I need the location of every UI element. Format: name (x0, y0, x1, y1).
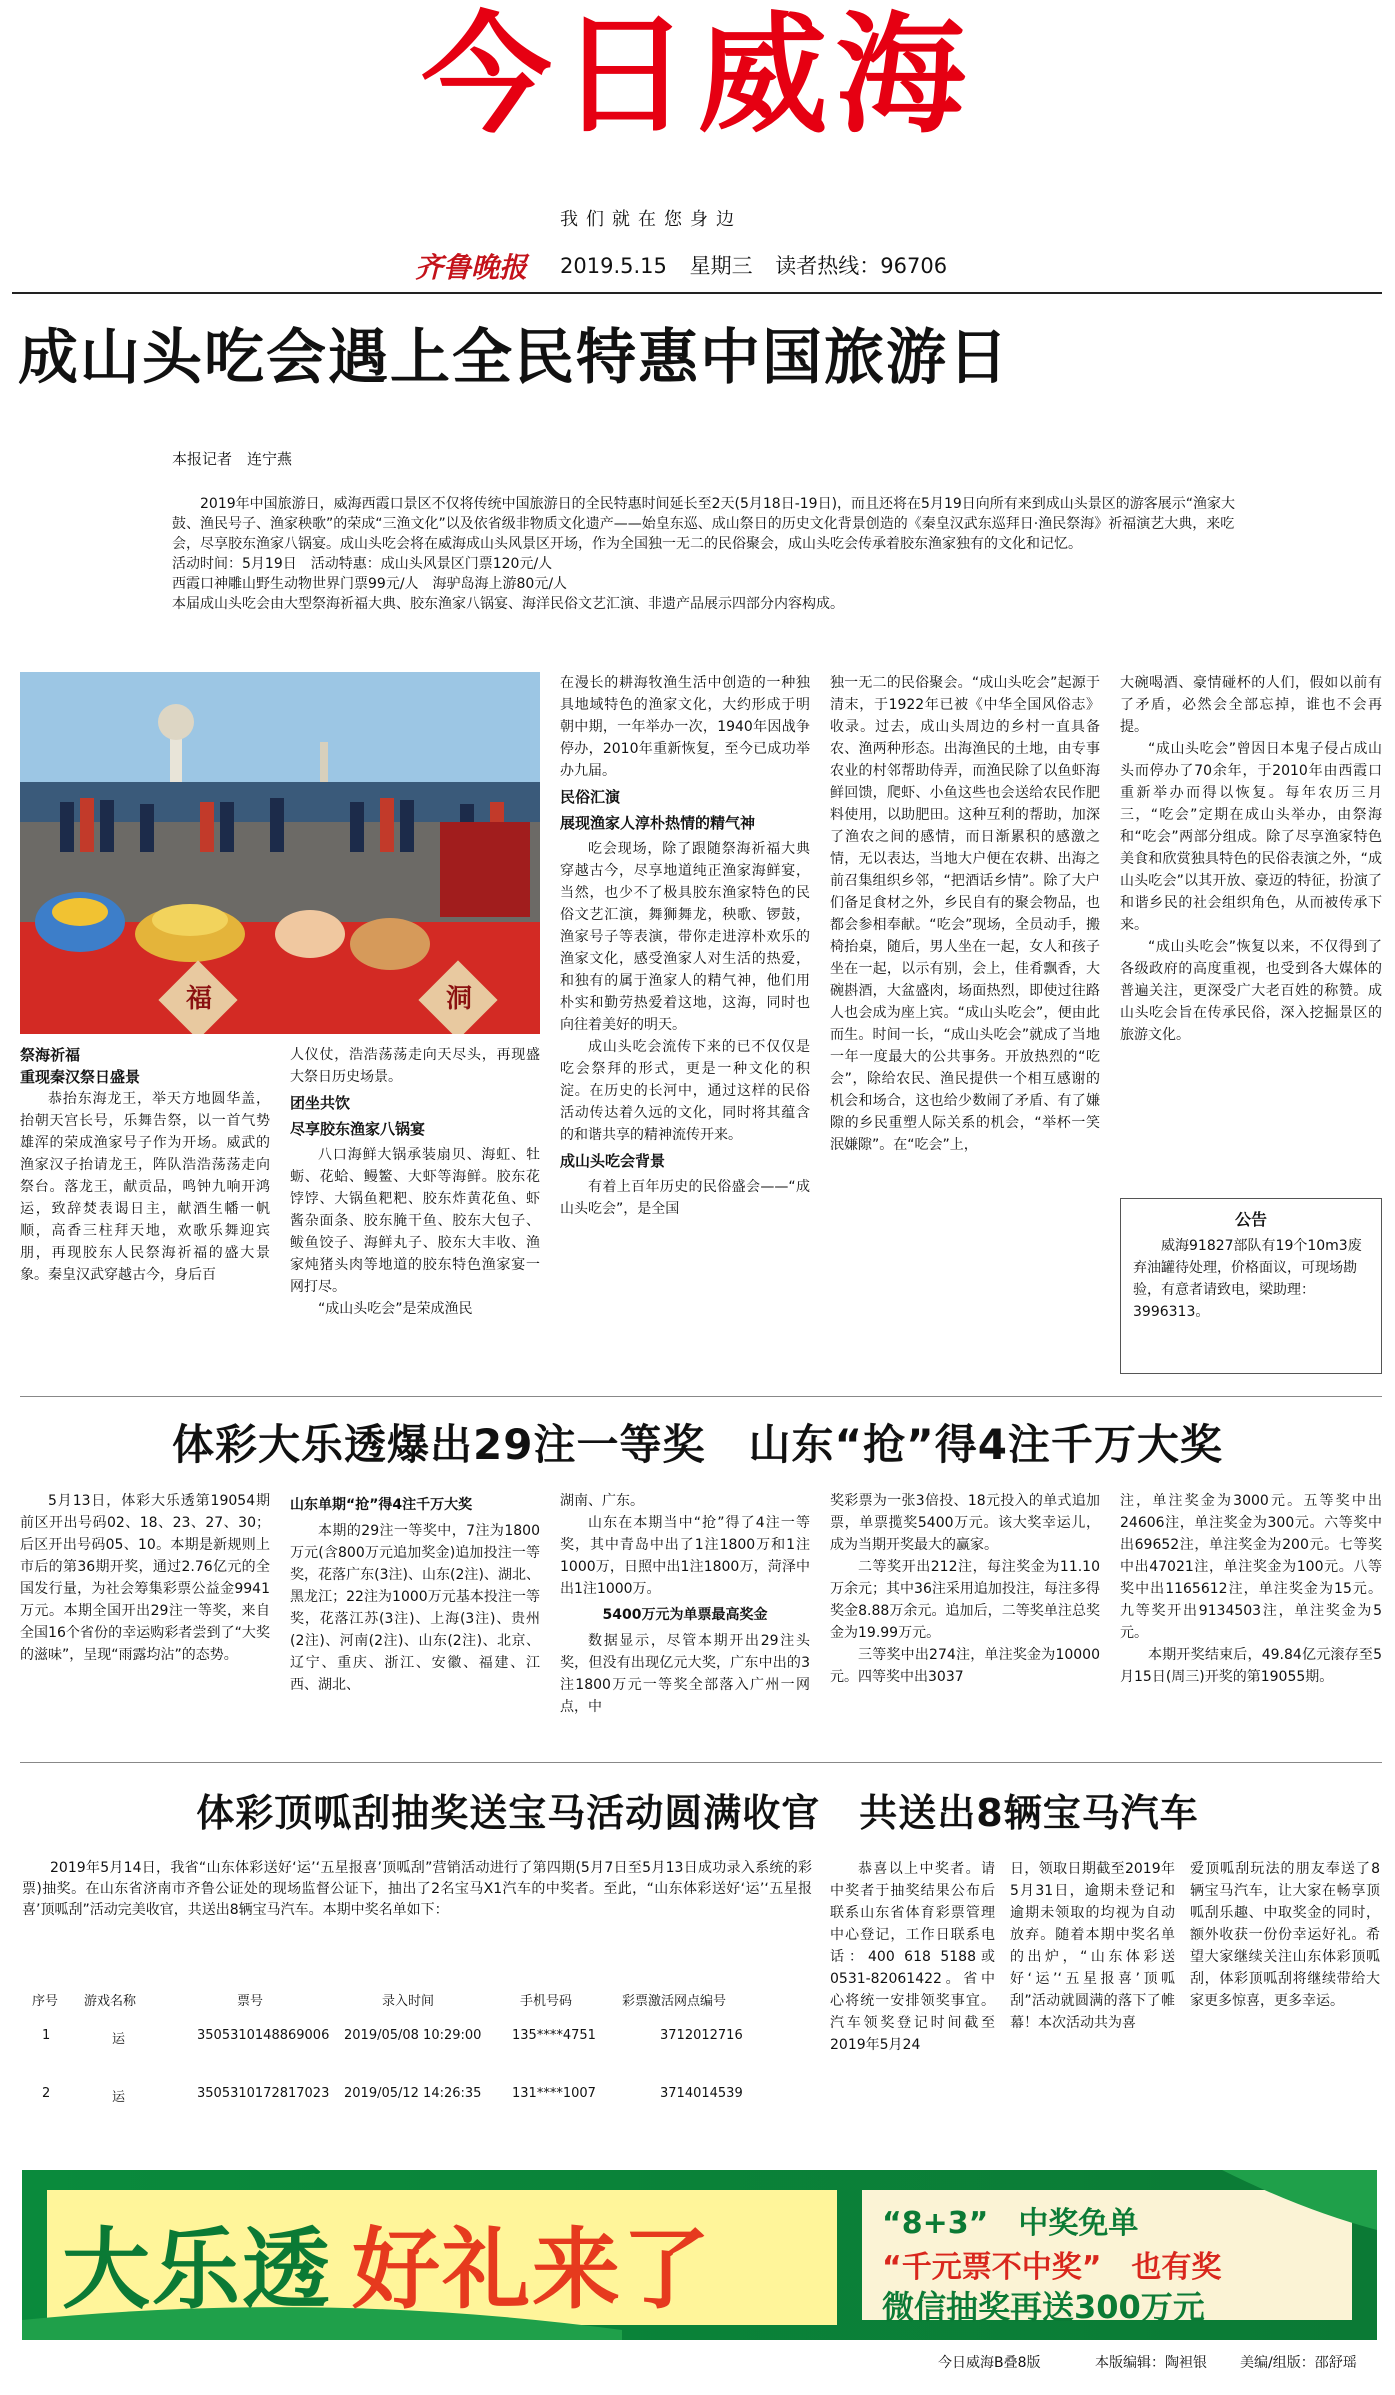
article-paragraph: 本期的29注一等奖中，7注为1800万元(含800万元追加奖金)追加投注一等奖，花落广东(3注)、山东(2注)、湖北、黑龙江；22注为1000万元基本投注一等奖，花落江苏(3注)、上海(3注)、贵州(2注)、河南(2注)、山东(2注)、北京、辽宁、重庆、浙江、安徽、福建、江西、湖北、 (290, 1523, 540, 1693)
lottery-column-2 (290, 1490, 540, 1696)
ad-line-1: “8+3” 中奖免单 (882, 2206, 1139, 2241)
table-row (22, 2028, 802, 2086)
section-divider (20, 1396, 1382, 1397)
article-paragraph: 爱顶呱刮玩法的朋友奉送了8辆宝马汽车，让大家在畅享顶呱刮乐趣、中取奖金的同时，额外收获一份份幸运好礼。希望大家继续关注山东体彩顶呱刮，体彩顶呱刮将继续带给大家更多惊喜，更多幸运。 (1190, 1861, 1380, 2009)
article-paragraph: 在漫长的耕海牧渔生活中创造的一种独具地域特色的渔家文化，大约形成于明朝中期，一年举办一次，1940年因战争停办，2010年重新恢复，至今已成功举办九届。 (560, 675, 810, 779)
article-paragraph: 有着上百年历史的民俗盛会——“成山头吃会”，是全国 (560, 1179, 810, 1217)
masthead (0, 0, 1395, 290)
article-paragraph: 成山头吃会流传下来的已不仅仅是吃会祭拜的形式，更是一种文化的积淀。在历史的长河中，通过这样的民俗活动传达着久远的文化，同时将其蕴含的和谐共享的精神流传开来。 (560, 1039, 810, 1143)
section-subhead: 山东单期“抢”得4注千万大奖 (290, 1497, 473, 1513)
table-cell: 3505310172817023 (197, 2086, 330, 2101)
bmw-intro (22, 1858, 812, 1921)
intro-line: 活动时间：5月19日 活动特惠：成山头风景区门票120元/人 (172, 556, 553, 572)
article-paragraph: 湖南、广东。 (560, 1493, 644, 1509)
article-paragraph: “成山头吃会”曾因日本鬼子侵占成山头而停办了70余年，于2010年由西霞口重新举办而得以恢复。每年农历三月三，“吃会”定期在成山头举办，由祭海和“吃会”两部分组成。除了尽享渔家特色美食和欣赏独具特色的民俗表演之外，“成山头吃会”以其开放、豪迈的特征，扮演了和谐乡民的社会组织角色，从而被传承下来。 (1120, 741, 1382, 933)
bmw-headline: 体彩顶呱刮抽奖送宝马活动圆满收官 共送出8辆宝马汽车 (196, 1791, 1199, 1835)
table-header: 录入时间 (382, 1994, 435, 2009)
article-paragraph: 奖彩票为一张3倍投、18元投入的单式追加票，单票揽奖5400万元。该大奖幸运儿，成为当期开奖最大的赢家。 (830, 1493, 1100, 1553)
notice-box (1120, 1198, 1382, 1374)
table-cell: 3505310148869006 (197, 2028, 330, 2043)
ad-main-left: 大乐透 (62, 2218, 333, 2321)
article-paragraph: 八口海鲜大锅承装扇贝、海虹、牡蛎、花蛤、鳗鳘、大虾等海鲜。胶东花饽饽、大锅鱼粑粑、胶东炸黄花鱼、虾酱杂面条、胶东腌干鱼、胶东大包子、鲅鱼饺子、海鲜丸子、胶东大丰收、渔家炖猪头肉等地道的胶东特色渔家宴一网打尽。 (290, 1147, 540, 1295)
bmw-column-2 (830, 1858, 995, 2056)
article-paragraph: “成山头吃会”恢复以来，不仅得到了各级政府的高度重视，也受到各大媒体的普遍关注，更深受广大老百姓的称赞。成山头吃会旨在传承民俗，深入挖掘景区的旅游文化。 (1120, 939, 1382, 1043)
article-paragraph: 二等奖开出212注，每注奖金为11.10万余元；其中36注采用追加投注，每注多得奖金8.88万余元。追加后，二等奖单注总奖金为19.99万元。 (830, 1559, 1100, 1641)
section-divider (20, 1762, 1382, 1763)
photo-caption-title: 祭海祈福 (20, 1046, 81, 1064)
footer-page-number: 今日威海B叠8版 (938, 2355, 1041, 2371)
lead-column-2 (290, 1044, 540, 1320)
lottery-headline: 体彩大乐透爆出29注一等奖 山东“抢”得4注千万大奖 (172, 1420, 1223, 1469)
dlt-ad-banner (22, 2170, 1377, 2340)
masthead-slogan: 我们就在您身边 (560, 209, 742, 230)
article-paragraph: 大碗喝酒、豪情碰杯的人们，假如以前有了矛盾，必然会全部忘掉，谁也不会再提。 (1120, 675, 1382, 735)
ad-main-right: 好礼来了 (352, 2218, 713, 2321)
fu-sign-text: 洞 (446, 984, 473, 1014)
photo-caption-subtitle: 重现秦汉祭日盛景 (20, 1068, 141, 1086)
table-cell: 2019/05/08 10:29:00 (344, 2028, 482, 2043)
article-paragraph: 数据显示，尽管本期开出29注头奖，但没有出现亿元大奖，广东中出的3注1800万元一等奖全部落入广州一网点，中 (560, 1633, 810, 1715)
section-subhead: 民俗汇演 (560, 788, 621, 806)
table-cell: 运 (112, 2032, 126, 2047)
notice-title: 公告 (1234, 1210, 1267, 1229)
lead-column-1 (20, 1044, 270, 1286)
notice-text: 威海91827部队有19个10m3废弃油罐待处理，价格面议，可现场勘验，有意者请致电，梁助理：3996313。 (1133, 1238, 1362, 1320)
table-cell: 1 (42, 2028, 51, 2043)
article-paragraph: 独一无二的民俗聚会。“成山头吃会”起源于清末，于1922年已被《中华全国风俗志》收录。过去，成山头周边的乡村一直具备农、渔两种形态。出海渔民的土地，由专事农业的村邻帮助侍弄，而渔民除了以鱼虾海鲜回馈，爬虾、小鱼这些也会送给农民作肥料使用，以助肥田。这种互利的帮助，加深了渔农之间的感情，而日渐累积的感激之情，无以表达，当地大户便在农耕、出海之前召集组织乡邻，“把酒话乡情”。除了大户们备足食材之外，乡民自有的聚会物品，也都会参相奉献。“吃会”现场，全员动手，搬椅抬桌，随后，男人坐在一起，女人和孩子坐在一起，以示有别，会上，佳肴飘香，大碗斟酒，大盆盛肉，场面热烈，即使过往路人也会成为座上宾。“成山头吃会”，便由此而生。时间一长，“成山头吃会”就成了当地一年一度最大的公共事务。开放热烈的“吃会”，除给农民、渔民提供一个相互感谢的机会和场合，这也给少数闹了矛盾、有了嫌隙的乡民重塑人际关系的机会，“举杯一笑泯嫌隙”。在“吃会”上， (830, 675, 1100, 1153)
lottery-column-5 (1120, 1490, 1382, 1688)
dateline (560, 250, 963, 280)
footer-designer: 美编/组版：邵舒瑶 (1240, 2355, 1357, 2371)
table-cell: 131****1007 (512, 2086, 596, 2101)
issue-weekday: 星期三 (689, 254, 753, 278)
section-subhead: 成山头吃会背景 (560, 1152, 666, 1170)
ad-line-2: “千元票不中奖” 也有奖 (882, 2250, 1222, 2285)
section-subhead: 团坐共饮 (290, 1094, 351, 1112)
article-paragraph: 吃会现场，除了跟随祭海祈福大典穿越古今，尽享地道纯正渔家海鲜宴，当然，也少不了极具胶东渔家特色的民俗文艺汇演，舞狮舞龙，秧歌、锣鼓，渔家号子等表演，带你走进淳朴欢乐的渔家文化，感受渔家人对生活的热爱，和独有的属于渔家人的精气神，他们用朴实和勤劳热爱着这地，这海，同时也向往着美好的明天。 (560, 841, 810, 1033)
article-paragraph: 山东在本期当中“抢”得了4注一等奖，其中青岛中出了1注1800万和1注1000万，日照中出1注1800万，菏泽中出1注1000万。 (560, 1515, 810, 1597)
section-subhead: 尽享胶东渔家八锅宴 (290, 1120, 426, 1138)
masthead-divider (12, 292, 1382, 294)
lead-column-5 (1120, 672, 1382, 1046)
article-paragraph: “成山头吃会”是荣成渔民 (318, 1301, 473, 1317)
bmw-column-4 (1190, 1858, 1380, 2012)
table-row (22, 2086, 802, 2144)
table-cell: 135****4751 (512, 2028, 596, 2043)
table-header: 序号 (32, 1994, 59, 2009)
section-subhead: 5400万元为单票最高奖金 (602, 1607, 768, 1623)
lead-column-4 (830, 672, 1100, 1156)
table-cell: 3714014539 (660, 2086, 743, 2101)
table-cell: 3712012716 (660, 2028, 743, 2043)
article-paragraph: 三等奖中出274注，单注奖金为10000元。四等奖中出3037 (830, 1647, 1100, 1685)
winners-table (22, 1990, 802, 2144)
footer-editor: 本版编辑：陶袒银 (1095, 2355, 1207, 2371)
article-paragraph: 本期开奖结束后，49.84亿元滚存至5月15日(周三)开奖的第19055期。 (1120, 1647, 1382, 1685)
ad-line-3: 微信抽奖再送300万元 (882, 2288, 1205, 2326)
table-cell: 运 (112, 2090, 126, 2105)
section-subhead: 展现渔家人淳朴热情的精气神 (560, 814, 756, 832)
lottery-column-3 (560, 1490, 810, 1718)
table-header: 彩票激活网点编号 (622, 1994, 727, 2009)
paper-logo: 齐鲁晚报 (415, 251, 528, 284)
lead-byline: 本报记者 连宁燕 (172, 450, 293, 468)
intro-line: 本届成山头吃会由大型祭海祈福大典、胶东渔家八锅宴、海洋民俗文艺汇演、非遗产品展示四部分内容构成。 (172, 596, 844, 612)
intro-line: 西霞口神雕山野生动物世界门票99元/人 海驴岛海上游80元/人 (172, 576, 568, 592)
table-header: 手机号码 (520, 1994, 573, 2009)
table-header: 票号 (237, 1994, 264, 2009)
lead-intro (172, 494, 1242, 614)
table-header-row (22, 1990, 802, 2028)
issue-date: 2019.5.15 (560, 254, 667, 278)
masthead-title: 今日威海 (421, 0, 974, 151)
article-paragraph: 恭抬东海龙王，举天方地圆华盖，抬朝天宫长号，乐舞告祭，以一首气势雄浑的荣成渔家号子作为开场。威武的渔家汉子抬请龙王，阵队浩浩荡荡走向祭台。落龙王，献贡品，鸣钟九响开鸿运，致辞焚表谒日主，献酒生幡一帆顺，高香三柱拜天地，欢歌乐舞迎宾朋，再现胶东人民祭海祈福的盛大景象。秦皇汉武穿越古今，身后百 (20, 1091, 270, 1283)
ceremony-photo (20, 672, 540, 1034)
lottery-column-4 (830, 1490, 1100, 1688)
table-cell: 2019/05/12 14:26:35 (344, 2086, 482, 2101)
article-paragraph: 5月13日，体彩大乐透第19054期前区开出号码02、18、23、27、30；后区开出号码05、10。本期是新规则上市后的第36期开奖，通过2.76亿元的全国发行量，为社会筹集彩票公益金9941万元。本期全国开出29注一等奖，来自全国16个省份的幸运购彩者尝到了“大奖的滋味”，呈现“雨露均沾”的态势。 (20, 1493, 270, 1663)
article-paragraph: 2019年5月14日，我省“山东体彩送好‘运’‘五星报喜’顶呱刮”营销活动进行了第四期(5月7日至5月13日成功录入系统的彩票)抽奖。在山东省济南市齐鲁公证处的现场监督公证下，抽出了2名宝马X1汽车的中奖者。至此，“山东体彩送好‘运’‘五星报喜’顶呱刮”活动完美收官，共送出8辆宝马汽车。本期中奖名单如下： (22, 1860, 812, 1918)
article-paragraph: 注，单注奖金为3000元。五等奖中出24606注，单注奖金为300元。六等奖中出69652注，单注奖金为200元。七等奖中出47021注，单注奖金为100元。八等奖中出1165612注，单注奖金为15元。九等奖开出9134503注，单注奖金为5元。 (1120, 1493, 1382, 1641)
table-header: 游戏名称 (84, 1994, 137, 2009)
article-paragraph: 恭喜以上中奖者。请中奖者于抽奖结果公布后联系山东省体育彩票管理中心登记，工作日联系电话：400 618 5188或0531-82061422。省中心将统一安排领奖事宜。汽车领奖登记时间截至2019年5月24 (830, 1861, 995, 2053)
fu-sign-text: 福 (186, 984, 213, 1014)
reader-hotline: 读者热线：96706 (775, 254, 948, 278)
article-paragraph: 人仪仗，浩浩荡荡走向天尽头，再现盛大祭日历史场景。 (290, 1047, 540, 1085)
lead-column-3 (560, 672, 810, 1220)
lottery-column-1 (20, 1490, 270, 1666)
lead-headline: 成山头吃会遇上全民特惠中国旅游日 (18, 323, 1010, 393)
article-paragraph: 日，领取日期截至2019年5月31日，逾期未登记和逾期未领取的均视为自动放弃。随着本期中奖名单的出炉，“山东体彩送好‘运’‘五星报喜’顶呱刮”活动就圆满的落下了帷幕！本次活动共为喜 (1010, 1861, 1175, 2031)
bmw-column-3 (1010, 1858, 1175, 2034)
intro-paragraph: 2019年中国旅游日，威海西霞口景区不仅将传统中国旅游日的全民特惠时间延长至2天(5月18日-19日)，而且还将在5月19日向所有来到成山头景区的游客展示“渔家大鼓、渔民号子、渔家秧歌”的荣成“三渔文化”以及依省级非物质文化遗产——始皇东巡、成山祭日的历史文化背景创造的《秦皇汉武东巡拜日·渔民祭海》祈福演艺大典，来吃会，尽享胶东渔家八锅宴。成山头吃会将在威海成山头风景区开场，作为全国独一无二的民俗聚会，成山头吃会传承着胶东渔家独有的文化和记忆。 (172, 496, 1236, 552)
table-cell: 2 (42, 2086, 51, 2101)
